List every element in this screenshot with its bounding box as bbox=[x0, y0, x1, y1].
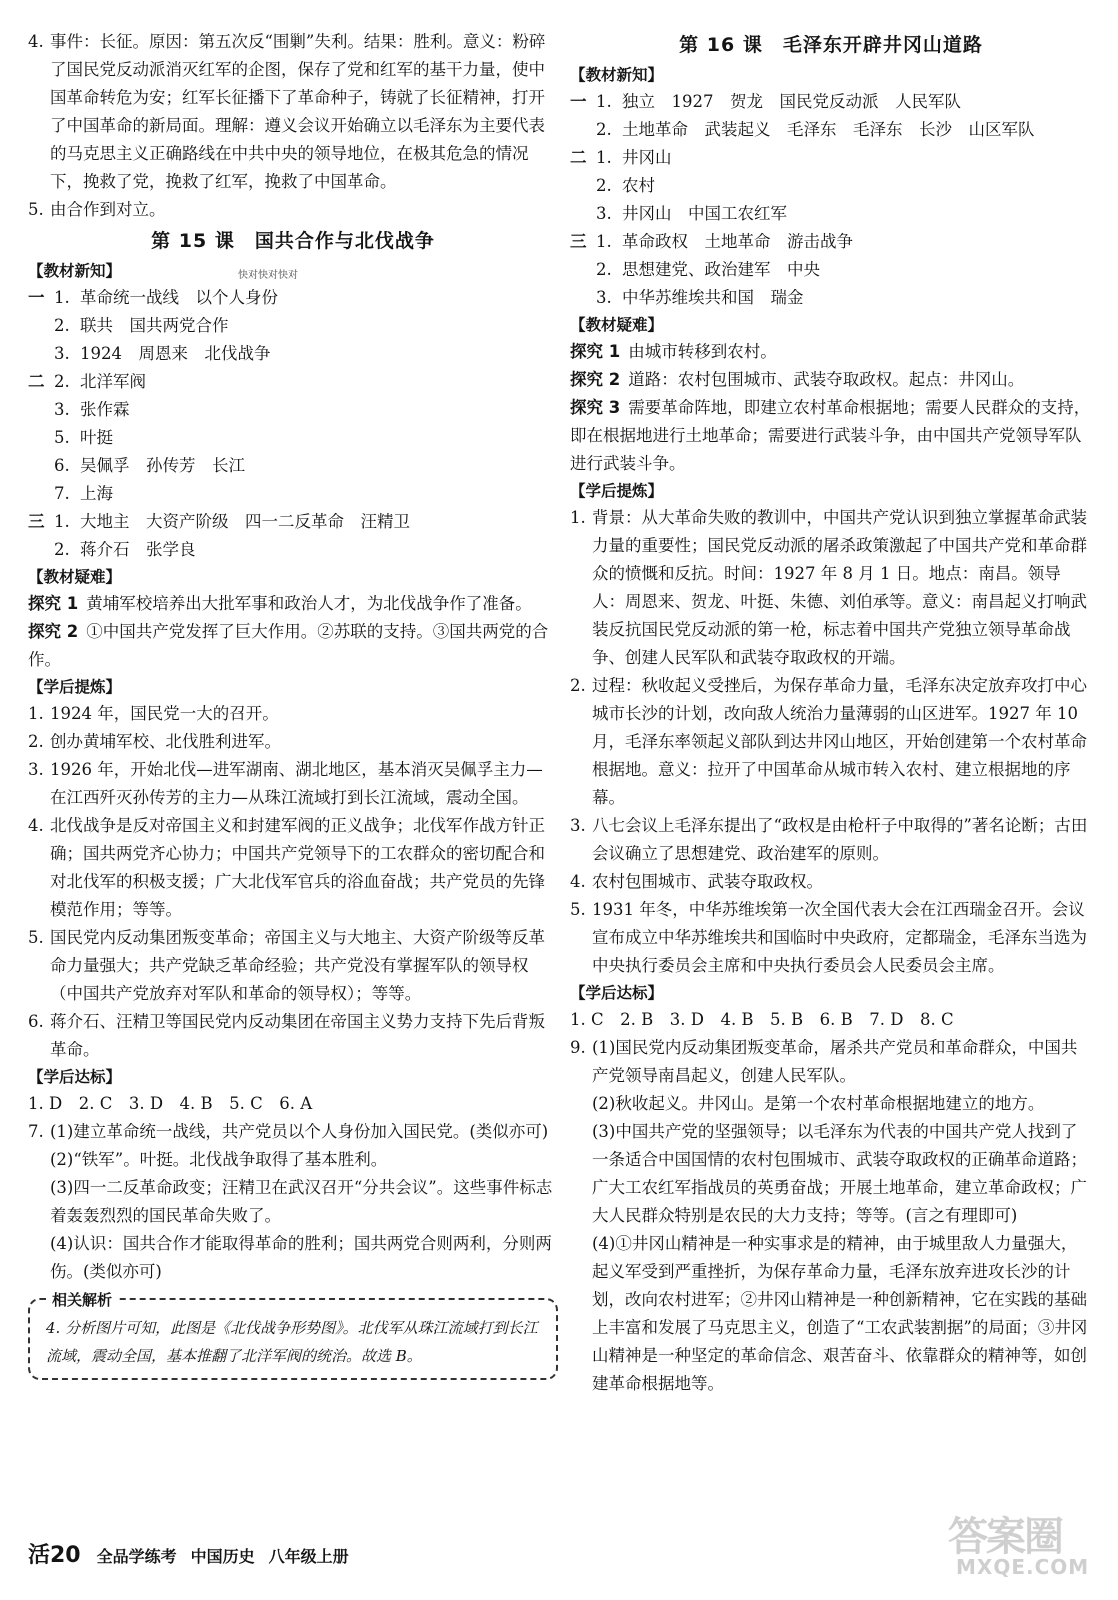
lesson-title: 第 16 课 毛泽东开辟井冈山道路 bbox=[679, 34, 983, 56]
item-text: 农村 bbox=[622, 176, 655, 195]
item-text: 农村包围城市、武装夺取政权。 bbox=[592, 872, 823, 891]
sub-answer: (3)中国共产党的坚强领导；以毛泽东为代表的中国共产党人找到了一条适合中国国情的农村包围城市、武装夺取政权的正确革命道路；广大工农红军指战员的英勇奋战；开展土地革命，建立革命政权；广大人民群众特别是农民的大力支持；等等。(言之有理即可) bbox=[592, 1122, 1087, 1225]
page-number: 活20 bbox=[28, 1543, 81, 1568]
inquiry-item bbox=[28, 590, 558, 618]
answer-item bbox=[28, 728, 558, 756]
item-text bbox=[592, 1034, 1092, 1398]
item-number: 1. bbox=[596, 92, 612, 111]
section-heading: 【学后达标】 bbox=[28, 1068, 122, 1086]
item-text: 革命统一战线 以个人身份 bbox=[80, 288, 278, 307]
part-marker bbox=[570, 256, 596, 284]
answer-item bbox=[570, 896, 1092, 980]
item-text: 过程：秋收起义受挫后，为保存革命力量，毛泽东决定放弃攻打中心城市长沙的计划，改向敌人统治力量薄弱的山区进军。1927 年 10 月，毛泽东率领起义部队到达井冈山地区，开始创建第一个农村革命根据地。意义：拉开了中国革命从城市转入农村、建立根据地的序幕。 bbox=[592, 676, 1087, 807]
item-number: 1. bbox=[596, 232, 612, 251]
item-text: 思想建党、政治建军 中央 bbox=[622, 260, 820, 279]
item-text: 叶挺 bbox=[80, 428, 113, 447]
section-heading: 【教材新知】 bbox=[28, 262, 122, 280]
list-item bbox=[28, 508, 558, 536]
part-marker bbox=[28, 536, 54, 564]
list-item bbox=[570, 256, 1092, 284]
sub-answer: (1)国民党内反动集团叛变革命，屠杀共产党员和革命群众，中国共产党领导南昌起义，创建人民军队。 bbox=[592, 1038, 1078, 1085]
item-text: 中华苏维埃共和国 瑞金 bbox=[622, 288, 804, 307]
item-text: 国民党内反动集团叛变革命；帝国主义与大地主、大资产阶级等反革命力量强大；共产党缺乏革命经验；共产党没有掌握军队的领导权（中国共产党放弃对军队和革命的领导权）；等等。 bbox=[50, 928, 545, 1003]
answer-item bbox=[28, 700, 558, 728]
list-item bbox=[28, 312, 558, 340]
item-number: 2. bbox=[54, 372, 70, 391]
item-number: 1. bbox=[596, 148, 612, 167]
part-marker: 一 bbox=[28, 288, 45, 307]
item-text: 事件：长征。原因：第五次反“围剿”失利。结果：胜利。意义：粉碎了国民党反动派消灭红军的企图，保存了党和红军的基干力量，使中国革命转危为安；红军长征播下了革命种子，铸就了长征精神，打开了中国革命的新局面。理解：遵义会议开始确立以毛泽东为主要代表的马克思主义正确路线在中共中央的领导地位，在极其危急的情况下，挽救了党，挽救了红军，挽救了中国革命。 bbox=[50, 32, 546, 191]
item-number: 2. bbox=[54, 316, 70, 335]
part-marker bbox=[28, 396, 54, 424]
section-heading: 【学后提炼】 bbox=[570, 482, 664, 500]
item-text: 创办黄埔军校、北伐胜利进军。 bbox=[50, 732, 281, 751]
list-item bbox=[28, 480, 558, 508]
item-number: 3. bbox=[54, 344, 70, 363]
inquiry-text: 需要革命阵地，即建立农村革命根据地；需要人民群众的支持，即在根据地进行土地革命；需要进行武装斗争，由中国共产党领导军队进行武装斗争。 bbox=[570, 398, 1091, 473]
inquiry-label: 探究 2 bbox=[28, 622, 79, 641]
answer-item bbox=[28, 1008, 558, 1064]
page-footer bbox=[28, 1538, 1090, 1569]
inquiry-text: 黄埔军校培养出大批军事和政治人才，为北伐战争作了准备。 bbox=[86, 594, 532, 613]
item-text: 上海 bbox=[80, 484, 113, 503]
part-marker bbox=[28, 312, 54, 340]
part-marker bbox=[28, 340, 54, 368]
grade-name: 八年级上册 bbox=[268, 1547, 349, 1566]
item-number: 5. bbox=[570, 900, 586, 919]
item-number: 2. bbox=[596, 120, 612, 139]
list-item bbox=[570, 284, 1092, 312]
item-text: 井冈山 bbox=[622, 148, 672, 167]
section-heading: 【学后提炼】 bbox=[28, 678, 122, 696]
list-item bbox=[28, 452, 558, 480]
choice-answers: 1. C 2. B 3. D 4. B 5. B 6. B 7. D 8. C bbox=[570, 1010, 954, 1029]
item-number: 3. bbox=[596, 288, 612, 307]
item-number: 1. bbox=[570, 508, 586, 527]
part-marker bbox=[570, 284, 596, 312]
section-heading: 【学后达标】 bbox=[570, 984, 664, 1002]
list-item bbox=[570, 200, 1092, 228]
item-text: 1931 年冬，中华苏维埃第一次全国代表大会在江西瑞金召开。会议宣布成立中华苏维埃共和国临时中央政府，定都瑞金，毛泽东当选为中央执行委员会主席和中央执行委员会人民委员会主席。 bbox=[592, 900, 1087, 975]
handwritten-stamp: 快对快对快对 bbox=[238, 270, 298, 281]
sub-answer: (4)①井冈山精神是一种实事求是的精神，由于城里敌人力量强大，起义军受到严重挫折，为保存革命力量，毛泽东放弃进攻长沙的计划，改向农村进军；②井冈山精神是一种创新精神，它在实践的基础上丰富和发展了马克思主义，创造了“工农武装割据”的局面；③井冈山精神是一种坚定的革命信念、艰苦奋斗、依靠群众的精神等，如创建革命根据地等。 bbox=[592, 1234, 1088, 1393]
item-number: 1. bbox=[54, 288, 70, 307]
answer-item bbox=[28, 924, 558, 1008]
item-number: 5. bbox=[54, 428, 70, 447]
answer-item bbox=[28, 196, 558, 224]
part-marker bbox=[28, 424, 54, 452]
list-item bbox=[570, 144, 1092, 172]
item-text: 由合作到对立。 bbox=[50, 200, 166, 219]
watermark-text: 答案圈 bbox=[948, 1514, 1062, 1560]
item-number: 7. bbox=[28, 1122, 44, 1141]
answer-item bbox=[28, 28, 558, 196]
inquiry-text: ①中国共产党发挥了巨大作用。②苏联的支持。③国共两党的合作。 bbox=[28, 622, 549, 669]
answer-item bbox=[570, 812, 1092, 868]
answer-item bbox=[570, 868, 1092, 896]
inquiry-item bbox=[570, 366, 1092, 394]
item-number: 7. bbox=[54, 484, 70, 503]
sub-answer: (3)四一二反革命政变；汪精卫在武汉召开“分共会议”。这些事件标志着轰轰烈烈的国民革命失败了。 bbox=[50, 1178, 553, 1225]
item-text: 土地革命 武装起义 毛泽东 毛泽东 长沙 山区军队 bbox=[622, 120, 1035, 139]
inquiry-text: 道路：农村包围城市、武装夺取政权。起点：井冈山。 bbox=[628, 370, 1025, 389]
item-number: 2. bbox=[596, 260, 612, 279]
part-marker bbox=[570, 172, 596, 200]
list-item bbox=[570, 116, 1092, 144]
answer-item bbox=[570, 672, 1092, 812]
item-number: 3. bbox=[570, 816, 586, 835]
item-text: 张作霖 bbox=[80, 400, 130, 419]
sub-answer: (1)建立革命统一战线，共产党员以个人身份加入国民党。(类似亦可) bbox=[50, 1122, 549, 1141]
item-number: 6. bbox=[54, 456, 70, 475]
section-heading: 【教材新知】 bbox=[570, 66, 664, 84]
item-number: 4. bbox=[570, 872, 586, 891]
inquiry-label: 探究 3 bbox=[570, 398, 621, 417]
item-text: 1924 年，国民党一大的召开。 bbox=[50, 704, 279, 723]
list-item bbox=[28, 424, 558, 452]
item-text: 独立 1927 贺龙 国民党反动派 人民军队 bbox=[622, 92, 961, 111]
list-item bbox=[28, 536, 558, 564]
item-text: 八七会议上毛泽东提出了“政权是由枪杆子中取得的”著名论断；古田会议确立了思想建党、政治建军的原则。 bbox=[592, 816, 1088, 863]
list-item bbox=[570, 172, 1092, 200]
item-text: 背景：从大革命失败的教训中，中国共产党认识到独立掌握革命武装力量的重要性；国民党反动派的屠杀政策激起了中国共产党和革命群众的愤慨和反抗。时间：1927 年 8 月 1 日。地点：南昌。领导人：周恩来、贺龙、叶挺、朱德、刘伯承等。意义：南昌起义打响武装反抗国民党反动派的第一枪，标志着中国共产党独立领导革命战争、创建人民军队和武装夺取政权的开端。 bbox=[592, 508, 1087, 667]
item-number: 9. bbox=[570, 1038, 586, 1057]
sub-answer: (2)秋收起义。井冈山。是第一个农村革命根据地建立的地方。 bbox=[592, 1094, 1045, 1113]
item-number: 1. bbox=[54, 512, 70, 531]
list-item bbox=[570, 88, 1092, 116]
answer-item bbox=[28, 1118, 558, 1286]
item-number: 3. bbox=[28, 760, 44, 779]
subject-name: 中国历史 bbox=[190, 1547, 255, 1566]
item-number: 4. bbox=[28, 32, 44, 51]
item-text: 蒋介石 张学良 bbox=[80, 540, 196, 559]
answer-item bbox=[28, 756, 558, 812]
inquiry-label: 探究 2 bbox=[570, 370, 621, 389]
part-marker bbox=[28, 452, 54, 480]
item-number: 2. bbox=[596, 176, 612, 195]
item-number: 2. bbox=[570, 676, 586, 695]
choice-answers: 1. D 2. C 3. D 4. B 5. C 6. A bbox=[28, 1094, 313, 1113]
item-text: 北洋军阀 bbox=[80, 372, 146, 391]
list-item bbox=[28, 368, 558, 396]
section-heading: 【教材疑难】 bbox=[570, 316, 664, 334]
item-number: 6. bbox=[28, 1012, 44, 1031]
item-number: 2. bbox=[28, 732, 44, 751]
part-marker: 三 bbox=[570, 232, 587, 251]
inquiry-label: 探究 1 bbox=[28, 594, 79, 613]
part-marker: 二 bbox=[28, 372, 45, 391]
book-name: 全品学练考 bbox=[96, 1547, 177, 1566]
item-number: 3. bbox=[54, 400, 70, 419]
part-marker bbox=[570, 200, 596, 228]
inquiry-label: 探究 1 bbox=[570, 342, 621, 361]
list-item bbox=[28, 284, 558, 312]
part-marker: 三 bbox=[28, 512, 45, 531]
analysis-box bbox=[28, 1291, 558, 1380]
item-number: 1. bbox=[28, 704, 44, 723]
left-column bbox=[28, 28, 558, 1380]
item-text: 1926 年，开始北伐—进军湖南、湖北地区，基本消灭吴佩孚主力—在江西歼灭孙传芳的主力—从珠江流域打到长江流域，震动全国。 bbox=[50, 760, 543, 807]
answer-item bbox=[570, 504, 1092, 672]
watermark-url: MXQE.COM bbox=[956, 1555, 1090, 1579]
answer-item bbox=[28, 812, 558, 924]
part-marker bbox=[28, 480, 54, 508]
watermark-logo bbox=[948, 1505, 1098, 1585]
item-text bbox=[50, 1118, 558, 1286]
analysis-box-title: 相关解析 bbox=[46, 1286, 118, 1314]
part-marker bbox=[570, 116, 596, 144]
item-text: 北伐战争是反对帝国主义和封建军阀的正义战争；北伐军作战方针正确；国共两党齐心协力；中国共产党领导下的工农群众的密切配合和对北伐军的积极支援；广大北伐军官兵的浴血奋战；共产党员的先锋模范作用；等等。 bbox=[50, 816, 545, 919]
item-text: 吴佩孚 孙传芳 长江 bbox=[80, 456, 245, 475]
item-text: 1924 周恩来 北伐战争 bbox=[80, 344, 271, 363]
answer-item bbox=[570, 1034, 1092, 1398]
item-text: 井冈山 中国工农红军 bbox=[622, 204, 787, 223]
inquiry-text: 由城市转移到农村。 bbox=[628, 342, 777, 361]
list-item bbox=[28, 340, 558, 368]
item-text: 大地主 大资产阶级 四一二反革命 汪精卫 bbox=[80, 512, 410, 531]
list-item bbox=[28, 396, 558, 424]
item-text: 革命政权 土地革命 游击战争 bbox=[622, 232, 853, 251]
part-marker: 二 bbox=[570, 148, 587, 167]
part-marker: 一 bbox=[570, 92, 587, 111]
item-number: 5. bbox=[28, 200, 44, 219]
right-column bbox=[570, 28, 1092, 1398]
list-item bbox=[570, 228, 1092, 256]
sub-answer: (4)认识：国共合作才能取得革命的胜利；国共两党合则两利，分则两伤。(类似亦可) bbox=[50, 1234, 552, 1281]
section-heading: 【教材疑难】 bbox=[28, 568, 122, 586]
inquiry-item bbox=[28, 618, 558, 674]
analysis-text: 4. 分析图片可知，此图是《北伐战争形势图》。北伐军从珠江流域打到长江流域，震动全国，基本推翻了北洋军阀的统治。故选 B。 bbox=[46, 1319, 538, 1365]
item-number: 5. bbox=[28, 928, 44, 947]
item-number: 4. bbox=[28, 816, 44, 835]
item-text: 联共 国共两党合作 bbox=[80, 316, 229, 335]
sub-answer: (2)“铁军”。叶挺。北伐战争取得了基本胜利。 bbox=[50, 1150, 388, 1169]
inquiry-item bbox=[570, 394, 1092, 478]
inquiry-item bbox=[570, 338, 1092, 366]
lesson-title: 第 15 课 国共合作与北伐战争 bbox=[151, 230, 435, 252]
item-number: 3. bbox=[596, 204, 612, 223]
item-text: 蒋介石、汪精卫等国民党内反动集团在帝国主义势力支持下先后背叛革命。 bbox=[50, 1012, 545, 1059]
item-number: 2. bbox=[54, 540, 70, 559]
